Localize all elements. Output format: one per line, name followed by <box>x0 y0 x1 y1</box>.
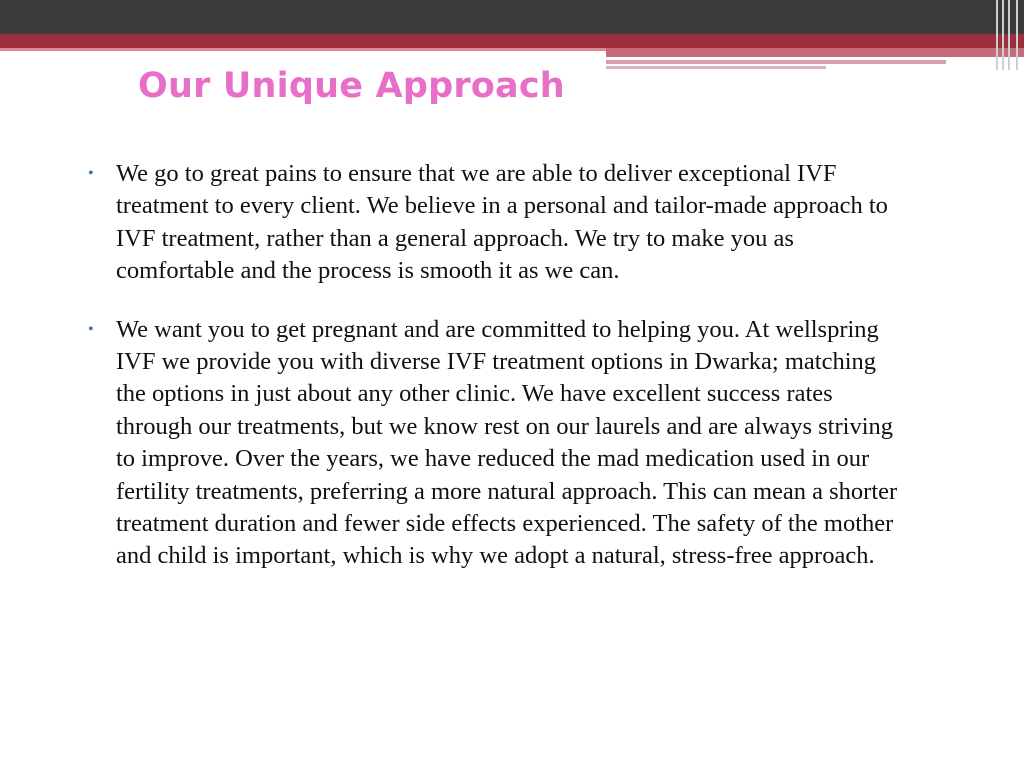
stripe <box>1002 0 1004 70</box>
header-right-stripes <box>994 0 1024 70</box>
stripe <box>1008 0 1010 70</box>
header-red-band <box>0 34 1024 48</box>
bullet-item <box>84 314 904 573</box>
bullet-item <box>84 158 904 288</box>
header-accent-line <box>606 48 1024 57</box>
stripe <box>996 0 998 70</box>
header-accent-line <box>606 60 946 64</box>
header-accent-line <box>606 66 826 69</box>
header-dark-band <box>0 0 1024 34</box>
bullet-icon: • <box>88 320 94 338</box>
bullet-text: We want you to get pregnant and are committed to helping you. At wellspring IVF we provide you with diverse IVF treatment options in Dwarka; matching the options in just about any other clinic. We have excellent success rates through our treatments, but we know rest on our laurels and are always striving to improve. Over the years, we have reduced the mad medication used in our fertility treatments, preferring a more natural approach. This can mean a shorter treatment duration and fewer side effects experienced. The safety of the mother and child is important, which is why we adopt a natural, stress-free approach. <box>116 315 898 570</box>
stripe <box>1016 0 1018 70</box>
bullet-text: We go to great pains to ensure that we are able to deliver exceptional IVF treatment to every client. We believe in a personal and tailor-made approach to IVF treatment, rather than a general approach. We try to make you as comfortable and the process is smooth it as we can. <box>116 160 888 285</box>
header-accent-line <box>0 48 606 51</box>
bullet-list <box>84 158 904 599</box>
bullet-icon: • <box>88 165 94 182</box>
slide-title: Our Unique Approach <box>138 66 565 106</box>
